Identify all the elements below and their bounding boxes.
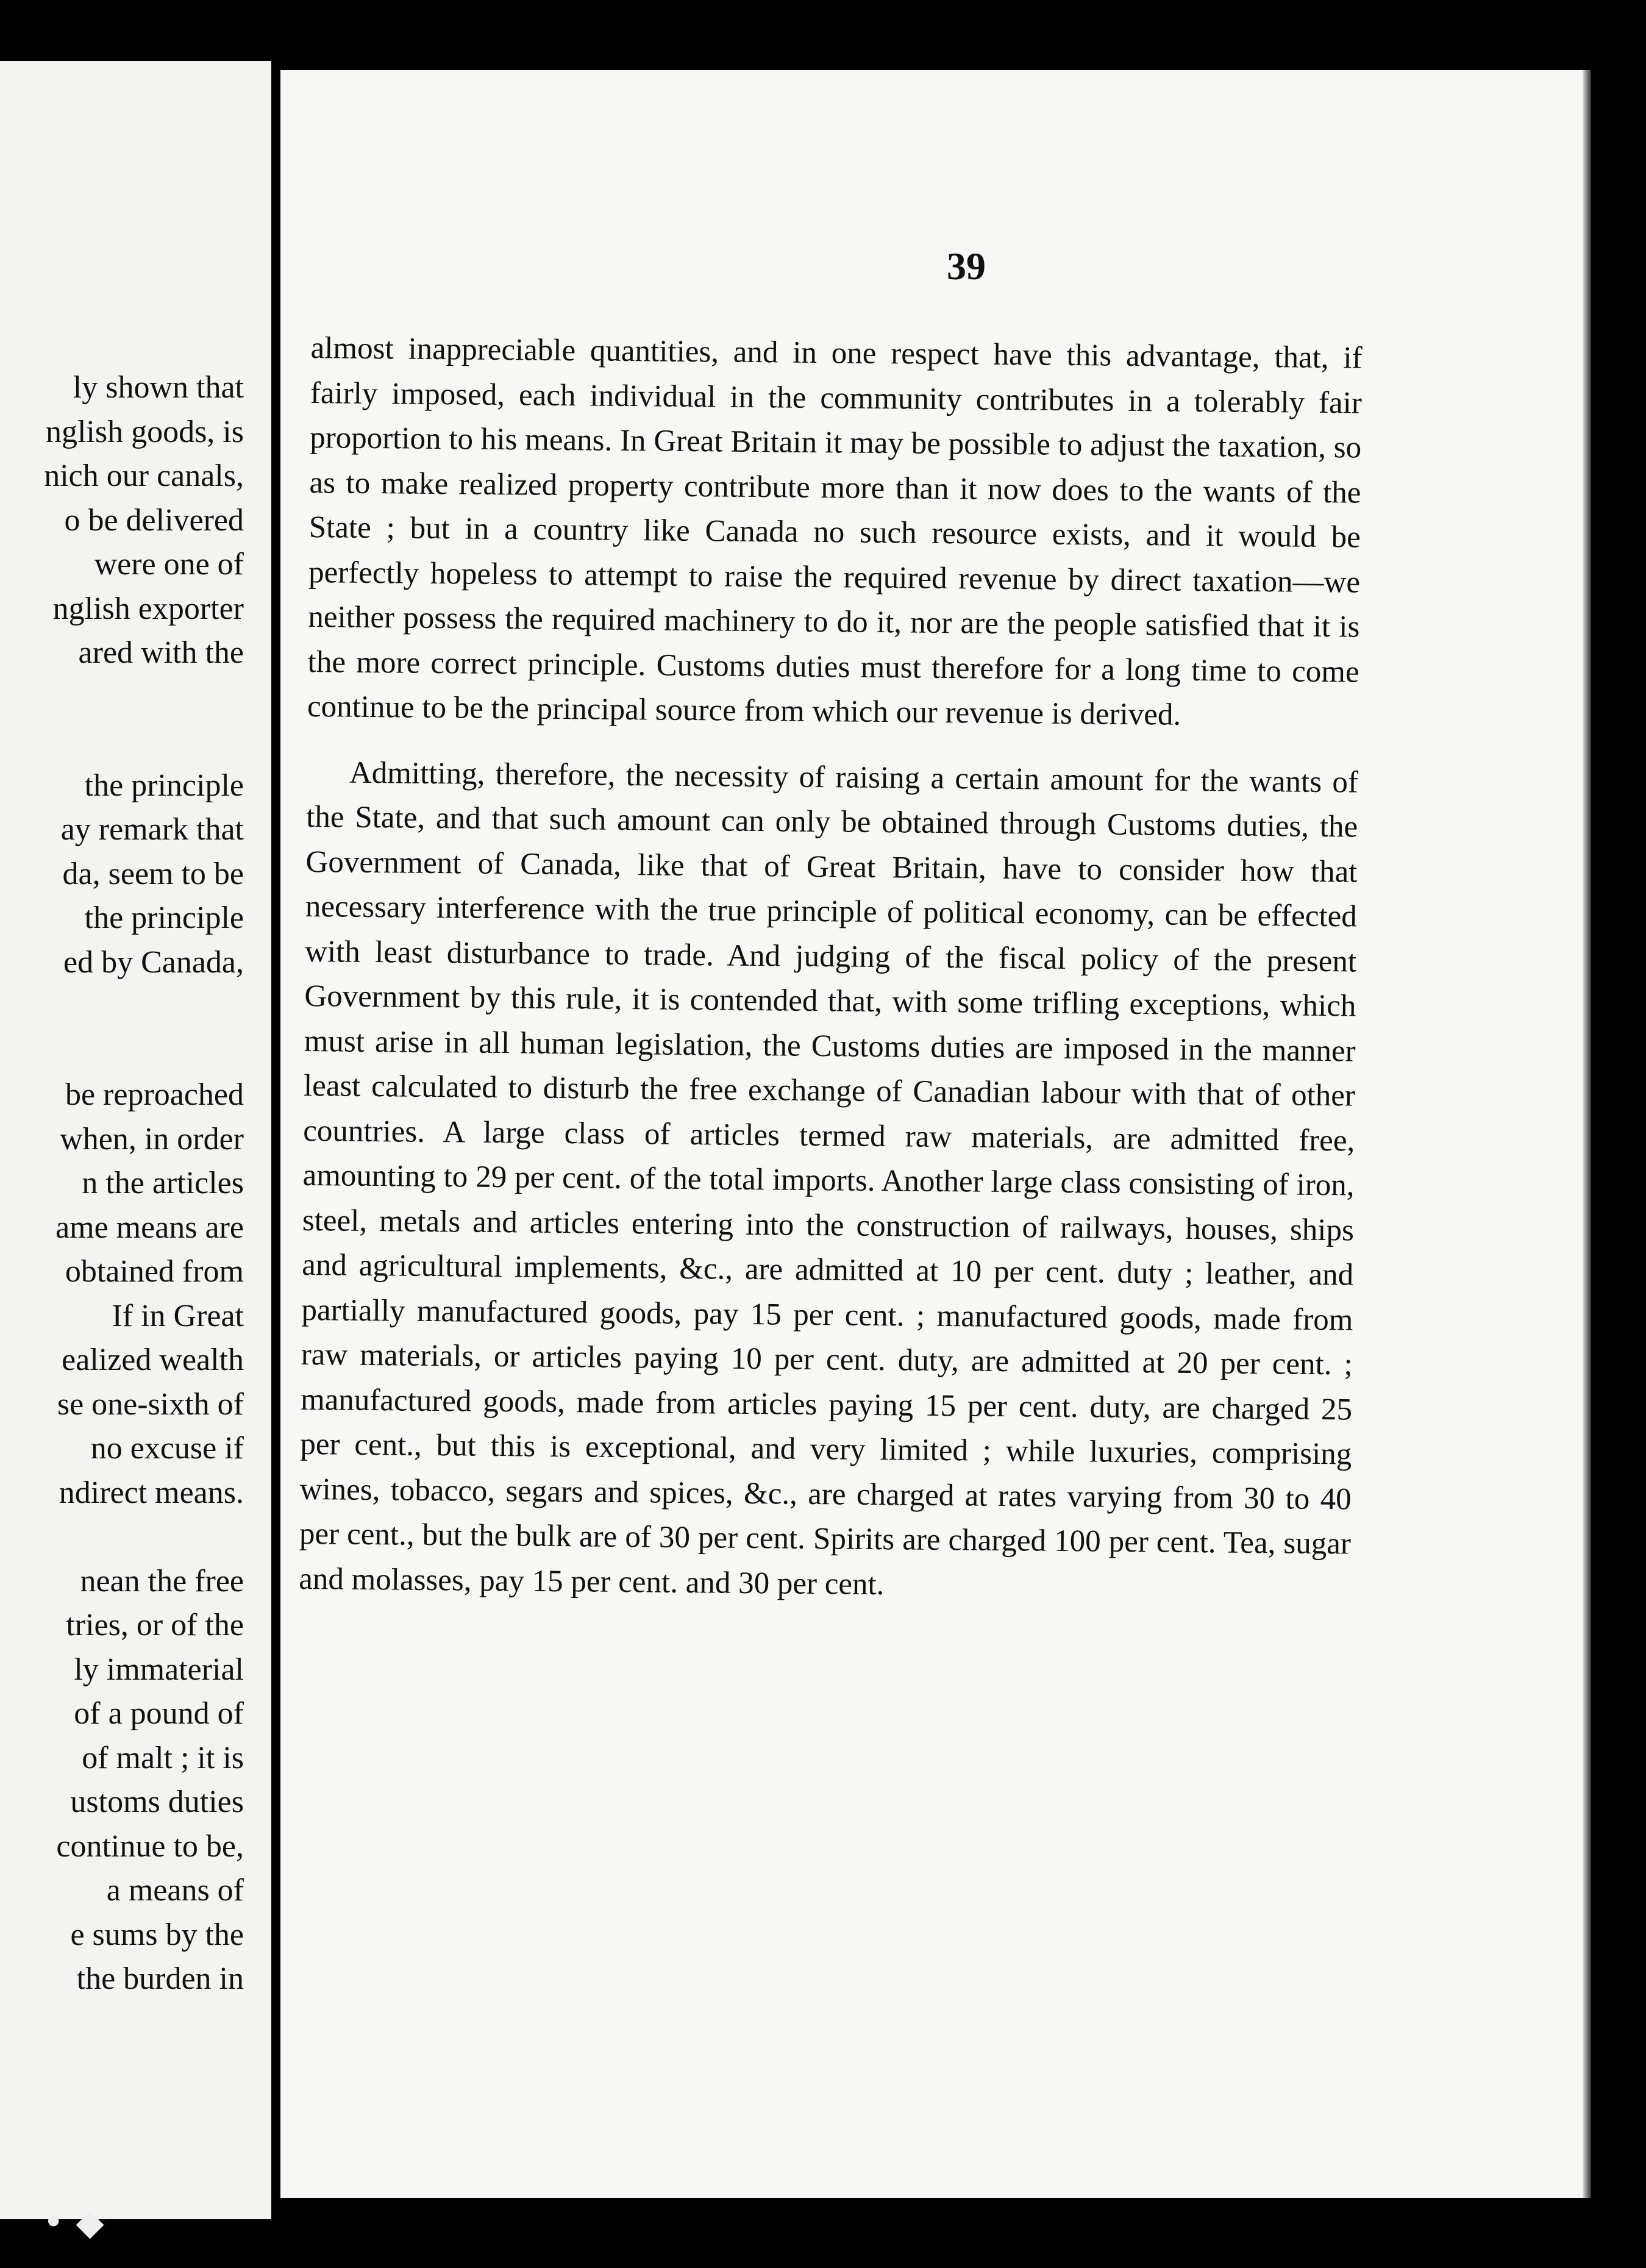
left-line: nean the free: [80, 1563, 244, 1599]
left-line: ame means are: [55, 1210, 244, 1245]
right-page: [280, 70, 1591, 2198]
left-line: of malt ; it is: [82, 1740, 244, 1775]
page-number: 39: [947, 244, 986, 288]
left-line: nich our canals,: [44, 458, 244, 493]
paragraph: Admitting, therefore, the necessity of raising a certain amount for the wants of the State, and that such amount can only be obtained through Customs duties, the Government of Canada, like that of Great Britain, have to consider how that necessary interference with the true principle of political economy, can be effected with least disturbance to trade. And judging of the fiscal policy of the present Government by this rule, it is contended that, with some trifling exceptions, which must arise in all human legislation, the Customs duties are imposed in the manner least calculated to disturb the free exchange of Canadian labour with that of other countries. A large class of articles termed raw materials, are admitted free, amounting to 29 per cent. of the total imports. Another large class consisting of iron, steel, metals and articles entering into the construction of railways, houses, ships and agricultural implements, &c., are admitted at 10 per cent. duty ; leather, and partially manufactured goods, pay 15 per cent. ; manufactured goods, made from raw materials, or articles paying 10 per cent. duty, are admitted at 20 per cent. ; manufactured goods, made from articles paying 15 per cent. duty, are charged 25 per cent., but this is exceptional, and very limited ; while luxuries, comprising wines, tobacco, segars and spices, &c., are charged at rates varying from 30 to 40 per cent., but the bulk are of 30 per cent. Spirits are charged 100 per cent. Tea, sugar and molasses, pay 15 per cent. and 30 per cent.: [299, 755, 1359, 1602]
left-line: nglish exporter: [52, 591, 244, 626]
left-line: the principle: [84, 768, 244, 803]
left-line: ealized wealth: [62, 1343, 244, 1377]
left-line: ared with the: [78, 635, 244, 670]
left-line: ly shown that: [73, 370, 244, 405]
left-line: of a pound of: [74, 1696, 244, 1731]
left-line: ustoms duties: [70, 1785, 244, 1819]
left-line: nglish goods, is: [45, 414, 244, 449]
left-line: be reproached: [65, 1077, 244, 1112]
left-line: ndirect means.: [59, 1475, 244, 1510]
left-line: e sums by the: [70, 1917, 244, 1952]
left-line: If in Great: [112, 1298, 244, 1333]
left-line: continue to be,: [56, 1828, 244, 1864]
body-text: [299, 326, 1363, 1611]
paragraph: almost inappreciable quantities, and in one respect have this advantage, that, if fairly imposed, each individual in the community contributes in a tolerably fair proportion to his means. In Great Britain it may be possible to adjust the taxation, so as to make realized property contribute more than it now does to the wants of the State ; but in a country like Canada no such resource exists, and it would be perfectly hopeless to attempt to raise the required revenue by direct taxation—we neither possess the required machinery to do it, nor are the people satisfied that it is the more correct principle. Customs duties must therefore for a long time to come continue to be the principal source from which our revenue is derived.: [307, 330, 1363, 732]
left-line: ay remark that: [60, 812, 244, 847]
left-page-fragment: [0, 61, 271, 2219]
left-line: when, in order: [60, 1121, 244, 1157]
left-line: a means of: [106, 1873, 244, 1908]
left-line: n the articles: [82, 1166, 244, 1200]
left-line: ly immaterial: [74, 1652, 244, 1687]
left-line: obtained from: [65, 1254, 244, 1289]
left-line: da, seem to be: [62, 856, 244, 891]
left-line: the burden in: [76, 1961, 244, 1996]
left-line: the principle: [84, 900, 244, 935]
page-edge: [1583, 70, 1591, 2198]
left-line: o be delivered: [64, 502, 244, 538]
left-line: tries, or of the: [66, 1608, 244, 1642]
left-page-text: [0, 366, 244, 2002]
left-line: se one-sixth of: [57, 1386, 244, 1422]
left-line: no excuse if: [90, 1431, 244, 1466]
left-line: were one of: [94, 547, 244, 582]
left-line: ed by Canada,: [63, 944, 244, 980]
scan-artifact-marks: • ◆: [43, 2201, 104, 2244]
